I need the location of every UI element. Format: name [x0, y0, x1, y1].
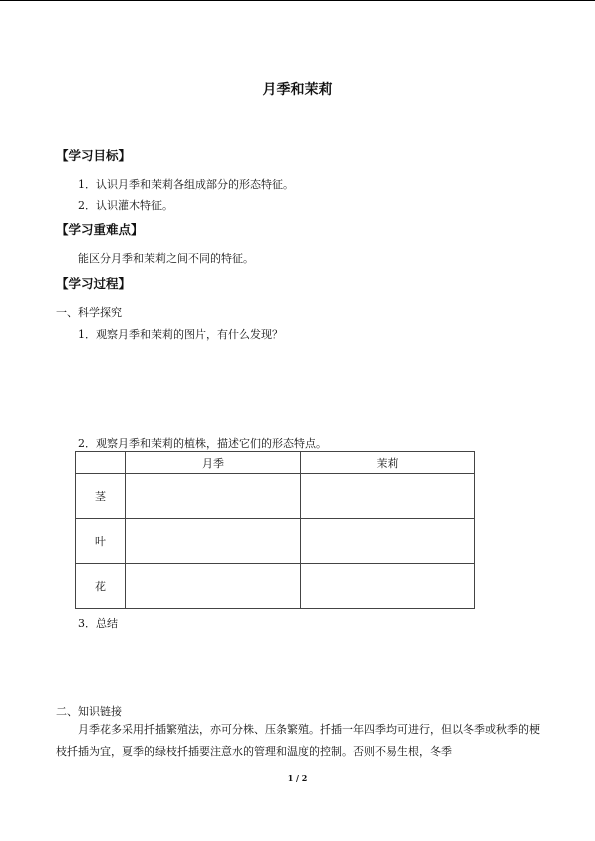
- row-label-leaf: 叶: [76, 519, 126, 564]
- objective-item-1: 1．认识月季和茉莉各组成部分的形态特征。: [78, 178, 294, 191]
- answer-cell[interactable]: [126, 474, 301, 519]
- question-2: 2．观察月季和茉莉的植株，描述它们的形态特点。: [78, 437, 327, 450]
- table-row: [76, 519, 475, 564]
- table-header-row: [76, 452, 475, 474]
- section-two-title: 二、知识链接: [56, 705, 122, 718]
- answer-cell[interactable]: [301, 474, 475, 519]
- objectives-heading: 【学习目标】: [56, 148, 132, 163]
- question-3: 3．总结: [78, 617, 118, 630]
- question-1: 1．观察月季和茉莉的图片，有什么发现？: [78, 328, 283, 341]
- page-title: 月季和茉莉: [262, 82, 333, 98]
- knowledge-paragraph: 月季花多采用扦插繁殖法，亦可分株、压条繁殖。扦插一年四季均可进行，但以冬季或秋季的梗枝扦插为宜，夏季的绿枝扦插要注意水的管理和温度的控制。否则不易生根，冬季: [56, 723, 540, 758]
- key-points-text: 能区分月季和茉莉之间不同的特征。: [78, 252, 254, 265]
- answer-cell[interactable]: [126, 519, 301, 564]
- table-header-rose: 月季: [126, 452, 301, 474]
- table-header-blank: [76, 452, 126, 474]
- key-points-heading: 【学习重难点】: [56, 222, 144, 237]
- row-label-stem: 茎: [76, 474, 126, 519]
- row-label-flower: 花: [76, 564, 126, 609]
- table-row: [76, 564, 475, 609]
- answer-cell[interactable]: [301, 519, 475, 564]
- table-row: [76, 474, 475, 519]
- page-top-rule: [0, 0, 595, 1]
- answer-cell[interactable]: [301, 564, 475, 609]
- observation-table: [75, 451, 475, 609]
- section-one-title: 一、科学探究: [56, 306, 122, 319]
- page-number: 1 / 2: [287, 773, 308, 783]
- objective-item-2: 2．认识灌木特征。: [78, 199, 173, 212]
- process-heading: 【学习过程】: [56, 276, 132, 291]
- table-header-jasmine: 茉莉: [301, 452, 475, 474]
- answer-cell[interactable]: [126, 564, 301, 609]
